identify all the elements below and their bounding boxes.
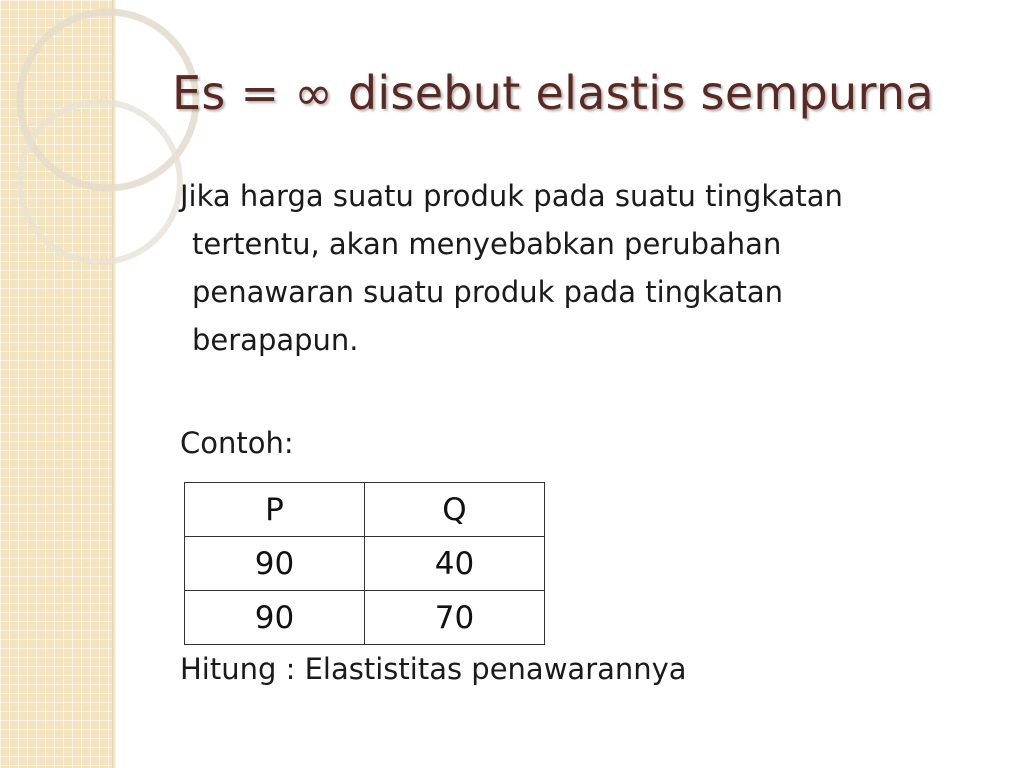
price-quantity-table <box>184 482 545 645</box>
table-header-row <box>185 483 545 537</box>
header-q: Q <box>365 483 545 537</box>
body-paragraph <box>180 172 920 364</box>
table-row <box>185 537 545 591</box>
task-text: Hitung : Elastistitas penawarannya <box>180 652 687 686</box>
paragraph-line: penawaran suatu produk pada tingkatan <box>192 275 784 309</box>
cell-p: 90 <box>185 537 365 591</box>
ring-bottom <box>20 102 180 262</box>
cell-q: 40 <box>365 537 545 591</box>
example-label: Contoh: <box>180 426 294 460</box>
paragraph-line: Jika harga suatu produk pada suatu tingkatan <box>180 179 843 213</box>
paragraph-line: tertentu, akan menyebabkan perubahan <box>192 227 782 261</box>
header-p: P <box>185 483 365 537</box>
cell-p: 90 <box>185 591 365 645</box>
cell-q: 70 <box>365 591 545 645</box>
paragraph-line: berapapun. <box>192 323 359 357</box>
table-row <box>185 591 545 645</box>
slide-title: Es = ∞ disebut elastis sempurna <box>172 66 934 120</box>
